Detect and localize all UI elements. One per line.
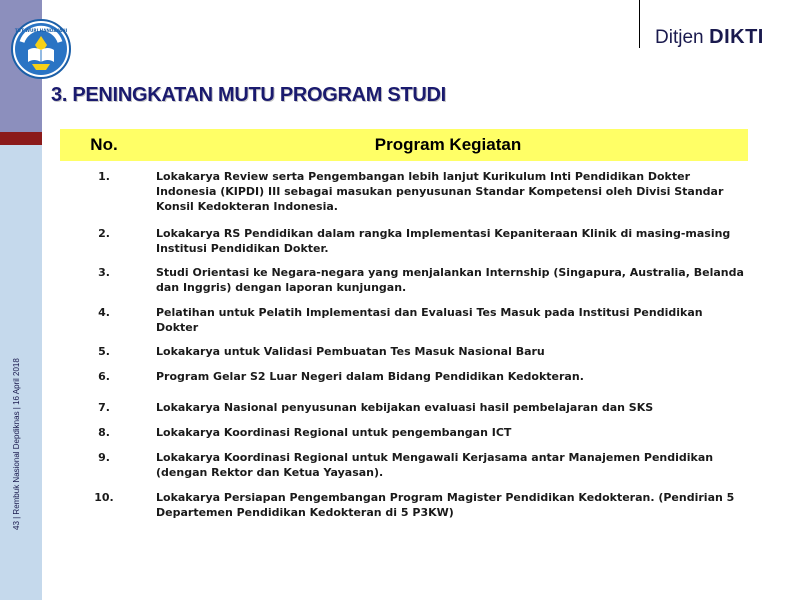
row-number: 10. bbox=[94, 491, 114, 504]
sidebar-bottom-band bbox=[0, 145, 42, 600]
row-text: Pelatihan untuk Pelatih Implementasi dan Evaluasi Tes Masuk pada Institusi Pendidikan Dokter bbox=[156, 306, 703, 334]
row-number: 5. bbox=[98, 345, 110, 358]
row-number: 2. bbox=[98, 227, 110, 240]
header-divider bbox=[639, 0, 640, 48]
footer-caption: 43 | Rembuk Nasional Depdiknas | 16 April 2018 bbox=[12, 358, 21, 530]
table-row bbox=[60, 298, 748, 338]
table-row bbox=[60, 161, 748, 219]
table-row bbox=[60, 394, 748, 419]
sidebar-red-stripe bbox=[0, 132, 42, 145]
logo-lettering: TUT WURI HANDAYANI bbox=[14, 28, 68, 33]
row-number: 7. bbox=[98, 401, 110, 414]
row-text: Lokakarya Koordinasi Regional untuk Mengawali Kerjasama antar Manajemen Pendidikan (dengan Rektor dan Ketua Yayasan). bbox=[156, 451, 714, 479]
row-text: Lokakarya Review serta Pengembangan lebih lanjut Kurikulum Inti Pendidikan Dokter Indonesia (KIPDI) III sebagai masukan penyusunan Standar Kompetensi oleh Divisi Standar Konsil Kedokteran Indonesia. bbox=[156, 170, 724, 213]
tut-wuri-handayani-logo bbox=[10, 18, 72, 80]
table-row bbox=[60, 363, 748, 394]
table-row bbox=[60, 219, 748, 258]
row-number: 8. bbox=[98, 426, 110, 439]
program-table bbox=[60, 129, 748, 524]
row-text: Studi Orientasi ke Negara-negara yang menjalankan Internship (Singapura, Australia, Belanda dan Inggris) dengan laporan kunjungan. bbox=[156, 266, 744, 294]
page-title: 3. PENINGKATAN MUTU PROGRAM STUDI bbox=[51, 84, 446, 106]
table-header-row bbox=[60, 129, 748, 161]
brand-prefix: Ditjen bbox=[655, 27, 704, 48]
table-row bbox=[60, 258, 748, 298]
row-text: Lokakarya RS Pendidikan dalam rangka Implementasi Kepaniteraan Klinik di masing-masing Institusi Pendidikan Dokter. bbox=[156, 227, 731, 255]
table-row bbox=[60, 484, 748, 524]
row-number: 9. bbox=[98, 451, 110, 464]
brand-name: DIKTI bbox=[709, 26, 764, 48]
row-text: Lokakarya Koordinasi Regional untuk pengembangan ICT bbox=[156, 426, 512, 439]
table-row bbox=[60, 419, 748, 444]
row-text: Lokakarya Persiapan Pengembangan Program Magister Pendidikan Kedokteran. (Pendirian 5 Departemen Pendidikan Kedokteran di 5 P3KW) bbox=[156, 491, 735, 519]
table-row bbox=[60, 444, 748, 484]
row-text: Lokakarya untuk Validasi Pembuatan Tes Masuk Nasional Baru bbox=[156, 345, 545, 358]
row-number: 3. bbox=[98, 266, 110, 279]
table-row bbox=[60, 338, 748, 363]
row-number: 1. bbox=[98, 170, 110, 183]
row-text: Program Gelar S2 Luar Negeri dalam Bidang Pendidikan Kedokteran. bbox=[156, 370, 584, 383]
row-text: Lokakarya Nasional penyusunan kebijakan evaluasi hasil pembelajaran dan SKS bbox=[156, 401, 654, 414]
column-header-no: No. bbox=[60, 129, 148, 161]
row-number: 4. bbox=[98, 306, 110, 319]
brand-label bbox=[655, 26, 764, 49]
row-number: 6. bbox=[98, 370, 110, 383]
column-header-program: Program Kegiatan bbox=[148, 129, 748, 161]
